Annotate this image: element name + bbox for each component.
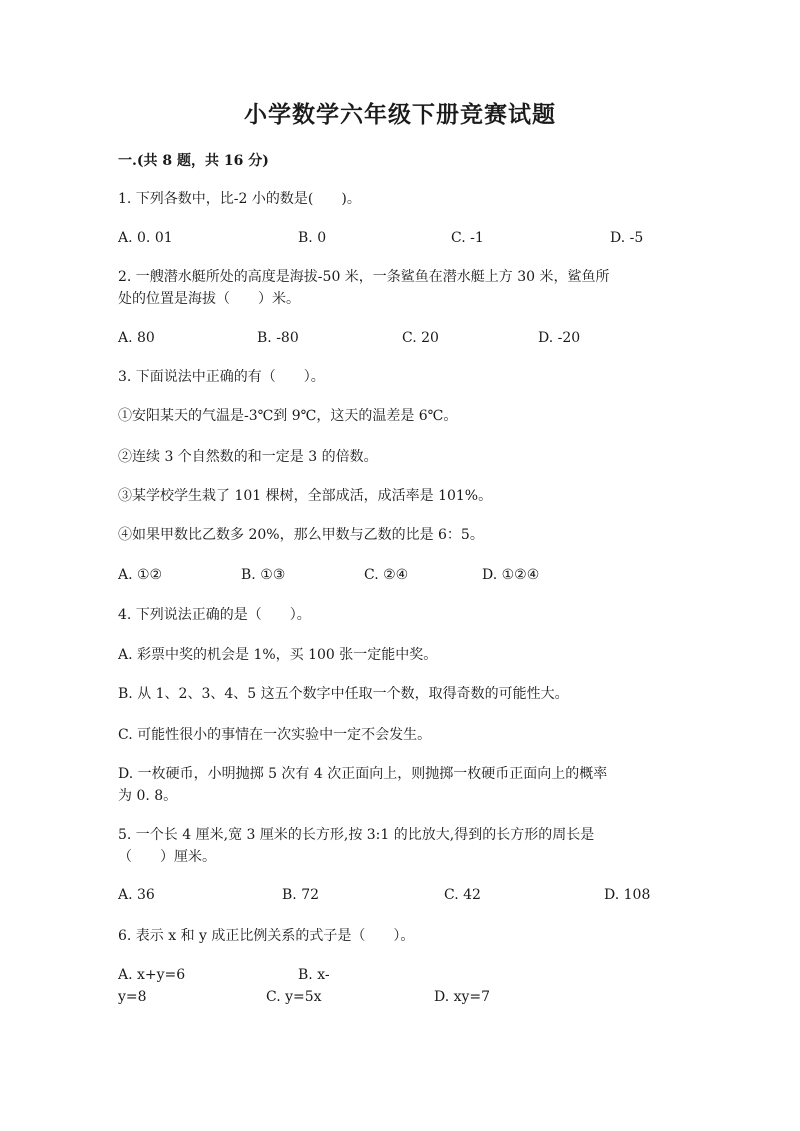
question-6-option-c: C. y=5x [266, 989, 322, 1005]
question-3-stem: 3. 下面说法中正确的有（ ）。 [118, 369, 325, 385]
question-5-option-b: B. 72 [282, 887, 320, 903]
question-6-option-d: D. xy=7 [434, 989, 491, 1005]
question-2-option-b: B. -80 [257, 330, 299, 346]
question-3-statement-3: ③某学校学生栽了 101 棵树，全部成活，成活率是 101%。 [118, 488, 493, 504]
question-2-option-d: D. -20 [538, 330, 581, 346]
question-4-option-b: B. 从 1、2、3、4、5 这五个数字中任取一个数，取得奇数的可能性大。 [118, 686, 569, 702]
question-3-statement-1: ①安阳某天的气温是-3℃到 9℃，这天的温差是 6℃。 [118, 408, 458, 424]
question-2-option-c: C. 20 [402, 330, 439, 346]
question-6-option-a: A. x+y=6 [118, 967, 186, 983]
question-4-option-a: A. 彩票中奖的机会是 1%，买 100 张一定能中奖。 [118, 647, 438, 663]
question-4-stem: 4. 下列说法正确的是（ ）。 [118, 607, 311, 623]
question-3-statement-4: ④如果甲数比乙数多 20%，那么甲数与乙数的比是 6：5。 [118, 527, 484, 543]
question-3-option-d: D. ①②④ [482, 567, 540, 583]
question-3-statement-2: ②连续 3 个自然数的和一定是 3 的倍数。 [118, 449, 378, 465]
section-heading: 一.(共 8 题，共 16 分) [118, 153, 269, 169]
question-5-option-c: C. 42 [444, 887, 481, 903]
question-2-option-a: A. 80 [118, 330, 155, 346]
question-4-option-d-line-2: 为 0. 8。 [118, 788, 178, 804]
page-title: 小学数学六年级下册竞赛试题 [244, 101, 556, 128]
question-2-stem-line-2: 处的位置是海拔（ ）米。 [118, 291, 300, 307]
question-4-option-c: C. 可能性很小的事情在一次实验中一定不会发生。 [118, 727, 432, 743]
question-3-option-b: B. ①③ [241, 567, 286, 583]
question-6-option-b-part-1: B. x- [298, 967, 330, 983]
question-5-stem-line-2: （ ）厘米。 [118, 849, 216, 865]
question-1-option-a: A. 0. 01 [118, 230, 173, 246]
question-5-option-a: A. 36 [118, 887, 155, 903]
question-1-option-c: C. -1 [451, 230, 484, 246]
question-2-stem-line-1: 2. 一艘潜水艇所处的高度是海拔-50 米，一条鲨鱼在潜水艇上方 30 米，鲨鱼所 [118, 269, 610, 285]
question-3-option-c: C. ②④ [364, 567, 409, 583]
question-5-option-d: D. 108 [604, 887, 651, 903]
question-5-stem-line-1: 5. 一个长 4 厘米,宽 3 厘米的长方形,按 3:1 的比放大,得到的长方形的周长是 [118, 827, 595, 843]
question-6-option-b-part-2: y=8 [118, 989, 147, 1005]
question-6-stem: 6. 表示 x 和 y 成正比例关系的式子是（ ）。 [118, 928, 415, 944]
question-1-option-d: D. -5 [610, 230, 644, 246]
question-1-stem: 1. 下列各数中，比-2 小的数是( )。 [118, 191, 361, 207]
question-4-option-d-line-1: D. 一枚硬币，小明抛掷 5 次有 4 次正面向上，则抛掷一枚硬币正面向上的概率 [118, 766, 608, 782]
question-1-option-b: B. 0 [298, 230, 327, 246]
question-3-option-a: A. ①② [118, 567, 163, 583]
